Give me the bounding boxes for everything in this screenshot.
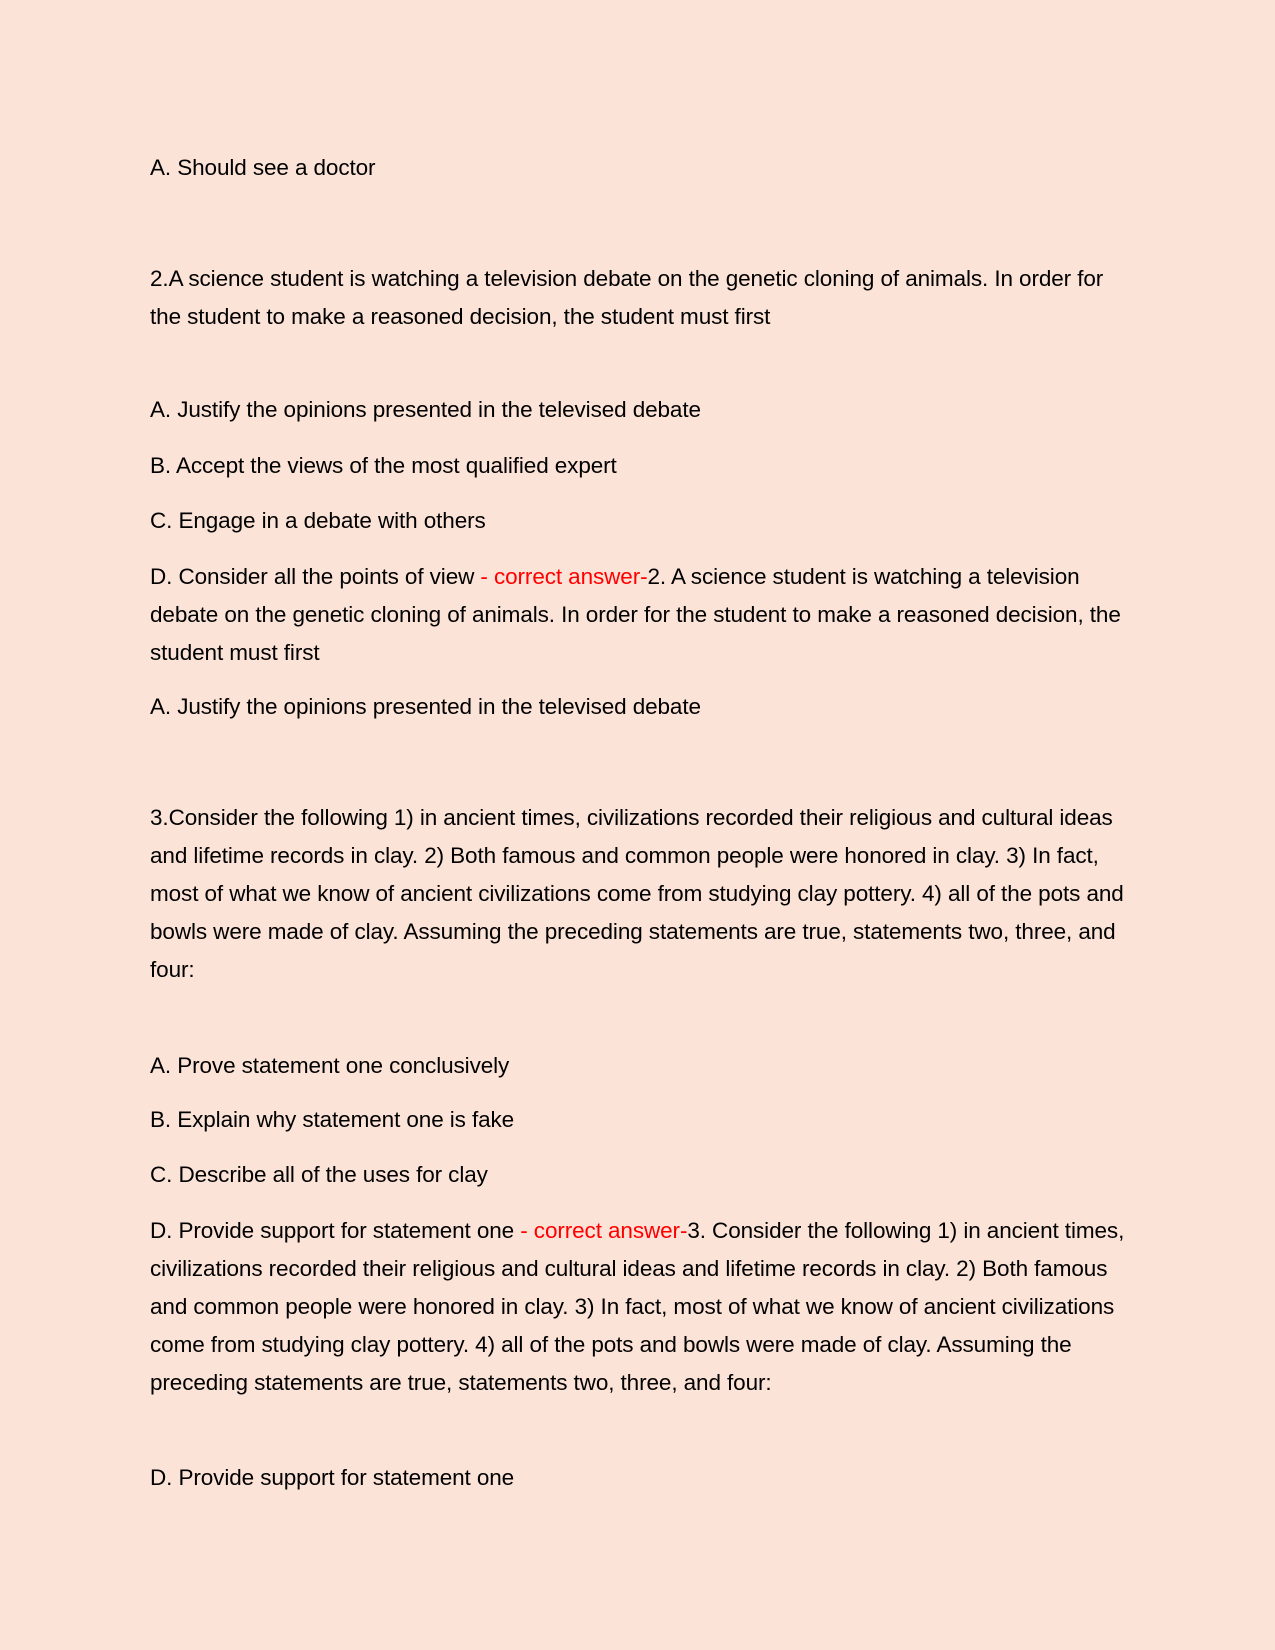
answer-line: A. Should see a doctor: [150, 155, 376, 180]
q3-option-a: A. Prove statement one conclusively: [150, 1053, 510, 1078]
q2-answer: A. Justify the opinions presented in the televised debate: [150, 694, 701, 719]
option-text: D. Provide support for statement one: [150, 1218, 521, 1243]
correct-answer-marker: - correct answer-: [520, 1218, 688, 1243]
q3-option-d: [150, 1212, 1135, 1402]
q2-option-a: A. Justify the opinions presented in the televised debate: [150, 397, 701, 422]
repeated-question: 3. Consider the following 1) in ancient times, civilizations recorded their religious and cultural ideas and lifetime records in clay. 2) Both famous and common people were honored in clay. 3) In fact, most of what we know of ancient civilizations come from studying clay pottery. 4) all of the pots and bowls were made of clay. Assuming the preceding statements are true, statements two, three, and four:: [150, 1218, 1125, 1395]
repeated-question: 2. A science student is watching a television debate on the genetic cloning of animals. In order for the student to make a reasoned decision, the student must first: [150, 564, 1121, 665]
q3-option-b: B. Explain why statement one is fake: [150, 1107, 515, 1132]
q2-option-c: C. Engage in a debate with others: [150, 508, 486, 533]
q2-option-b: B. Accept the views of the most qualified expert: [150, 453, 617, 478]
q2-option-d: [150, 558, 1135, 672]
correct-answer-marker: - correct answer-: [480, 564, 648, 589]
q3-answer: D. Provide support for statement one: [150, 1465, 515, 1490]
q3-option-c: C. Describe all of the uses for clay: [150, 1162, 488, 1187]
question-2: 2.A science student is watching a television debate on the genetic cloning of animals. In order for the student to make a reasoned decision, the student must first: [150, 266, 1104, 329]
option-text: D. Consider all the points of view: [150, 564, 481, 589]
question-3: 3.Consider the following 1) in ancient times, civilizations recorded their religious and cultural ideas and lifetime records in clay. 2) Both famous and common people were honored in clay. 3) In fact, most of what we know of ancient civilizations come from studying clay pottery. 4) all of the pots and bowls were made of clay. Assuming the preceding statements are true, statements two, three, and four:: [150, 805, 1124, 982]
